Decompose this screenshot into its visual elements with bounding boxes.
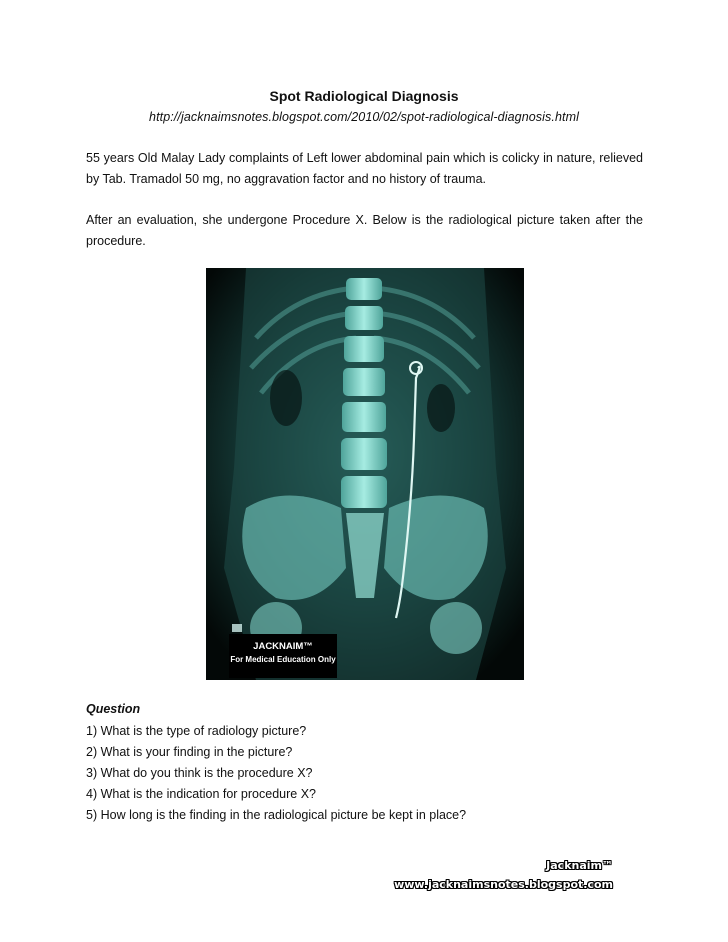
question-item: 1) What is the type of radiology picture? [86, 724, 307, 738]
procedure-paragraph: After an evaluation, she undergone Procedure X. Below is the radiological picture taken after the procedure. [86, 213, 643, 248]
footer-website: www.jacknaimsnotes.blogspot.com [394, 878, 613, 891]
watermark-brand: JACKNAIM™ [253, 641, 313, 652]
image-watermark [229, 634, 337, 678]
question-item: 4) What is the indication for procedure X? [86, 787, 316, 801]
question-item: 2) What is your finding in the picture? [86, 745, 293, 759]
question-heading: Question [86, 702, 141, 716]
question-item: 3) What do you think is the procedure X? [86, 766, 313, 780]
footer-brand: Jacknaim™ [546, 859, 613, 872]
case-paragraph: 55 years Old Malay Lady complaints of Left lower abdominal pain which is colicky in nature, relieved by Tab. Tramadol 50 mg, no aggravation factor and no history of trauma. [86, 151, 643, 186]
abdominal-xray-image [206, 268, 524, 680]
document-title: Spot Radiological Diagnosis [269, 88, 459, 104]
xray-illustration [206, 268, 524, 680]
question-list [86, 721, 466, 826]
question-item: 5) How long is the finding in the radiological picture be kept in place? [86, 808, 467, 822]
footer-signature [394, 856, 613, 894]
source-url: http://jacknaimsnotes.blogspot.com/2010/02/spot-radiological-diagnosis.html [149, 110, 579, 124]
watermark-caption: For Medical Education Only [230, 655, 336, 664]
